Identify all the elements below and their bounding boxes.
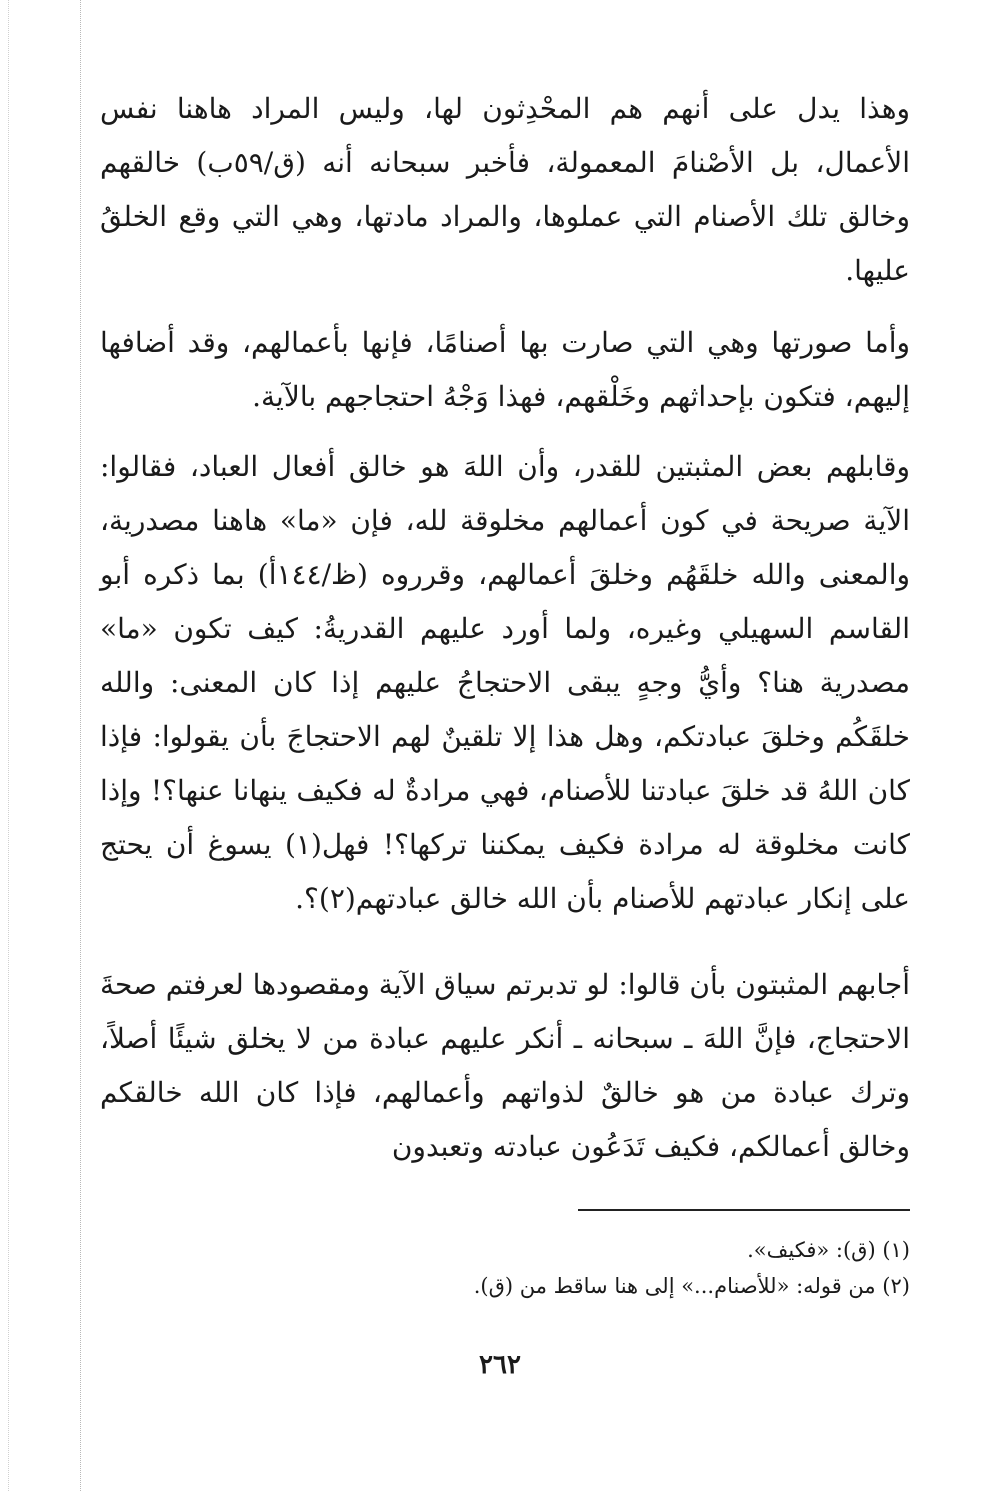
footnote-1: (١) (ق): «فكيف». bbox=[747, 1238, 910, 1262]
footnote-separator bbox=[578, 1209, 910, 1211]
paragraph-2: وأما صورتها وهي التي صارت بها أصنامًا، فإنها بأعمالهم، وقد أضافها إليهم، فتكون بإحداثهم وخَلْقهم، فهذا وَجْهُ احتجاجهم بالآية. bbox=[100, 326, 910, 413]
footnotes bbox=[100, 1232, 910, 1304]
paragraph-3: وقابلهم بعض المثبتين للقدر، وأن اللهَ هو خالق أفعال العباد، فقالوا: الآية صريحة في كون أعمالهم مخلوقة لله، فإن «ما» هاهنا مصدرية، والمعنى والله خلقَهُم وخلقَ أعمالهم، وقرروه (ظ/١٤٤أ) بما ذكره أبو القاسم السهيلي وغيره، ولما أورد عليهم القدريةُ: كيف تكون «ما» مصدرية هنا؟ وأيُّ وجهٍ يبقى الاحتجاجُ عليهم إذا كان المعنى: والله خلقَكُم وخلقَ عبادتكم، وهل هذا إلا تلقينٌ لهم الاحتجاجَ بأن يقولوا: فإذا كان اللهُ قد خلقَ عبادتنا للأصنام، فهي مرادةٌ له فكيف ينهانا عنها؟! وإذا كانت مخلوقة له مرادة فكيف يمكننا تركها؟! فهل(١) يسوغ أن يحتج على إنكار عبادتهم للأصنام بأن الله خالق عبادتهم(٢)؟. bbox=[100, 450, 911, 915]
page-number: ٢٦٢ bbox=[479, 1350, 521, 1380]
page-edge-dotted-outer bbox=[8, 0, 9, 1491]
paragraph-1: وهذا يدل على أنهم هم المحْدِثون لها، وليس المراد هاهنا نفس الأعمال، بل الأصْنامَ المعمولة، فأخبر سبحانه أنه (ق/٥٩ب) خالقهم وخالق تلك الأصنام التي عملوها، والمراد مادتها، وهي التي وقع الخلقُ عليها. bbox=[100, 92, 911, 287]
footnote-2: (٢) من قوله: «للأصنام...» إلى هنا ساقط من (ق). bbox=[473, 1274, 910, 1298]
page-edge-dotted bbox=[80, 0, 81, 1491]
paragraph-4: أجابهم المثبتون بأن قالوا: لو تدبرتم سياق الآية ومقصودها لعرفتم صحةَ الاحتجاج، فإنَّ اللهَ ـ سبحانه ـ أنكر عليهم عبادة من لا يخلق شيئًا أصلاً، وترك عبادة من هو خالقٌ لذواتهم وأعمالهم، فإذا كان الله خالقكم وخالق أعمالكم، فكيف تَدَعُون عبادته وتعبدون bbox=[100, 968, 910, 1163]
